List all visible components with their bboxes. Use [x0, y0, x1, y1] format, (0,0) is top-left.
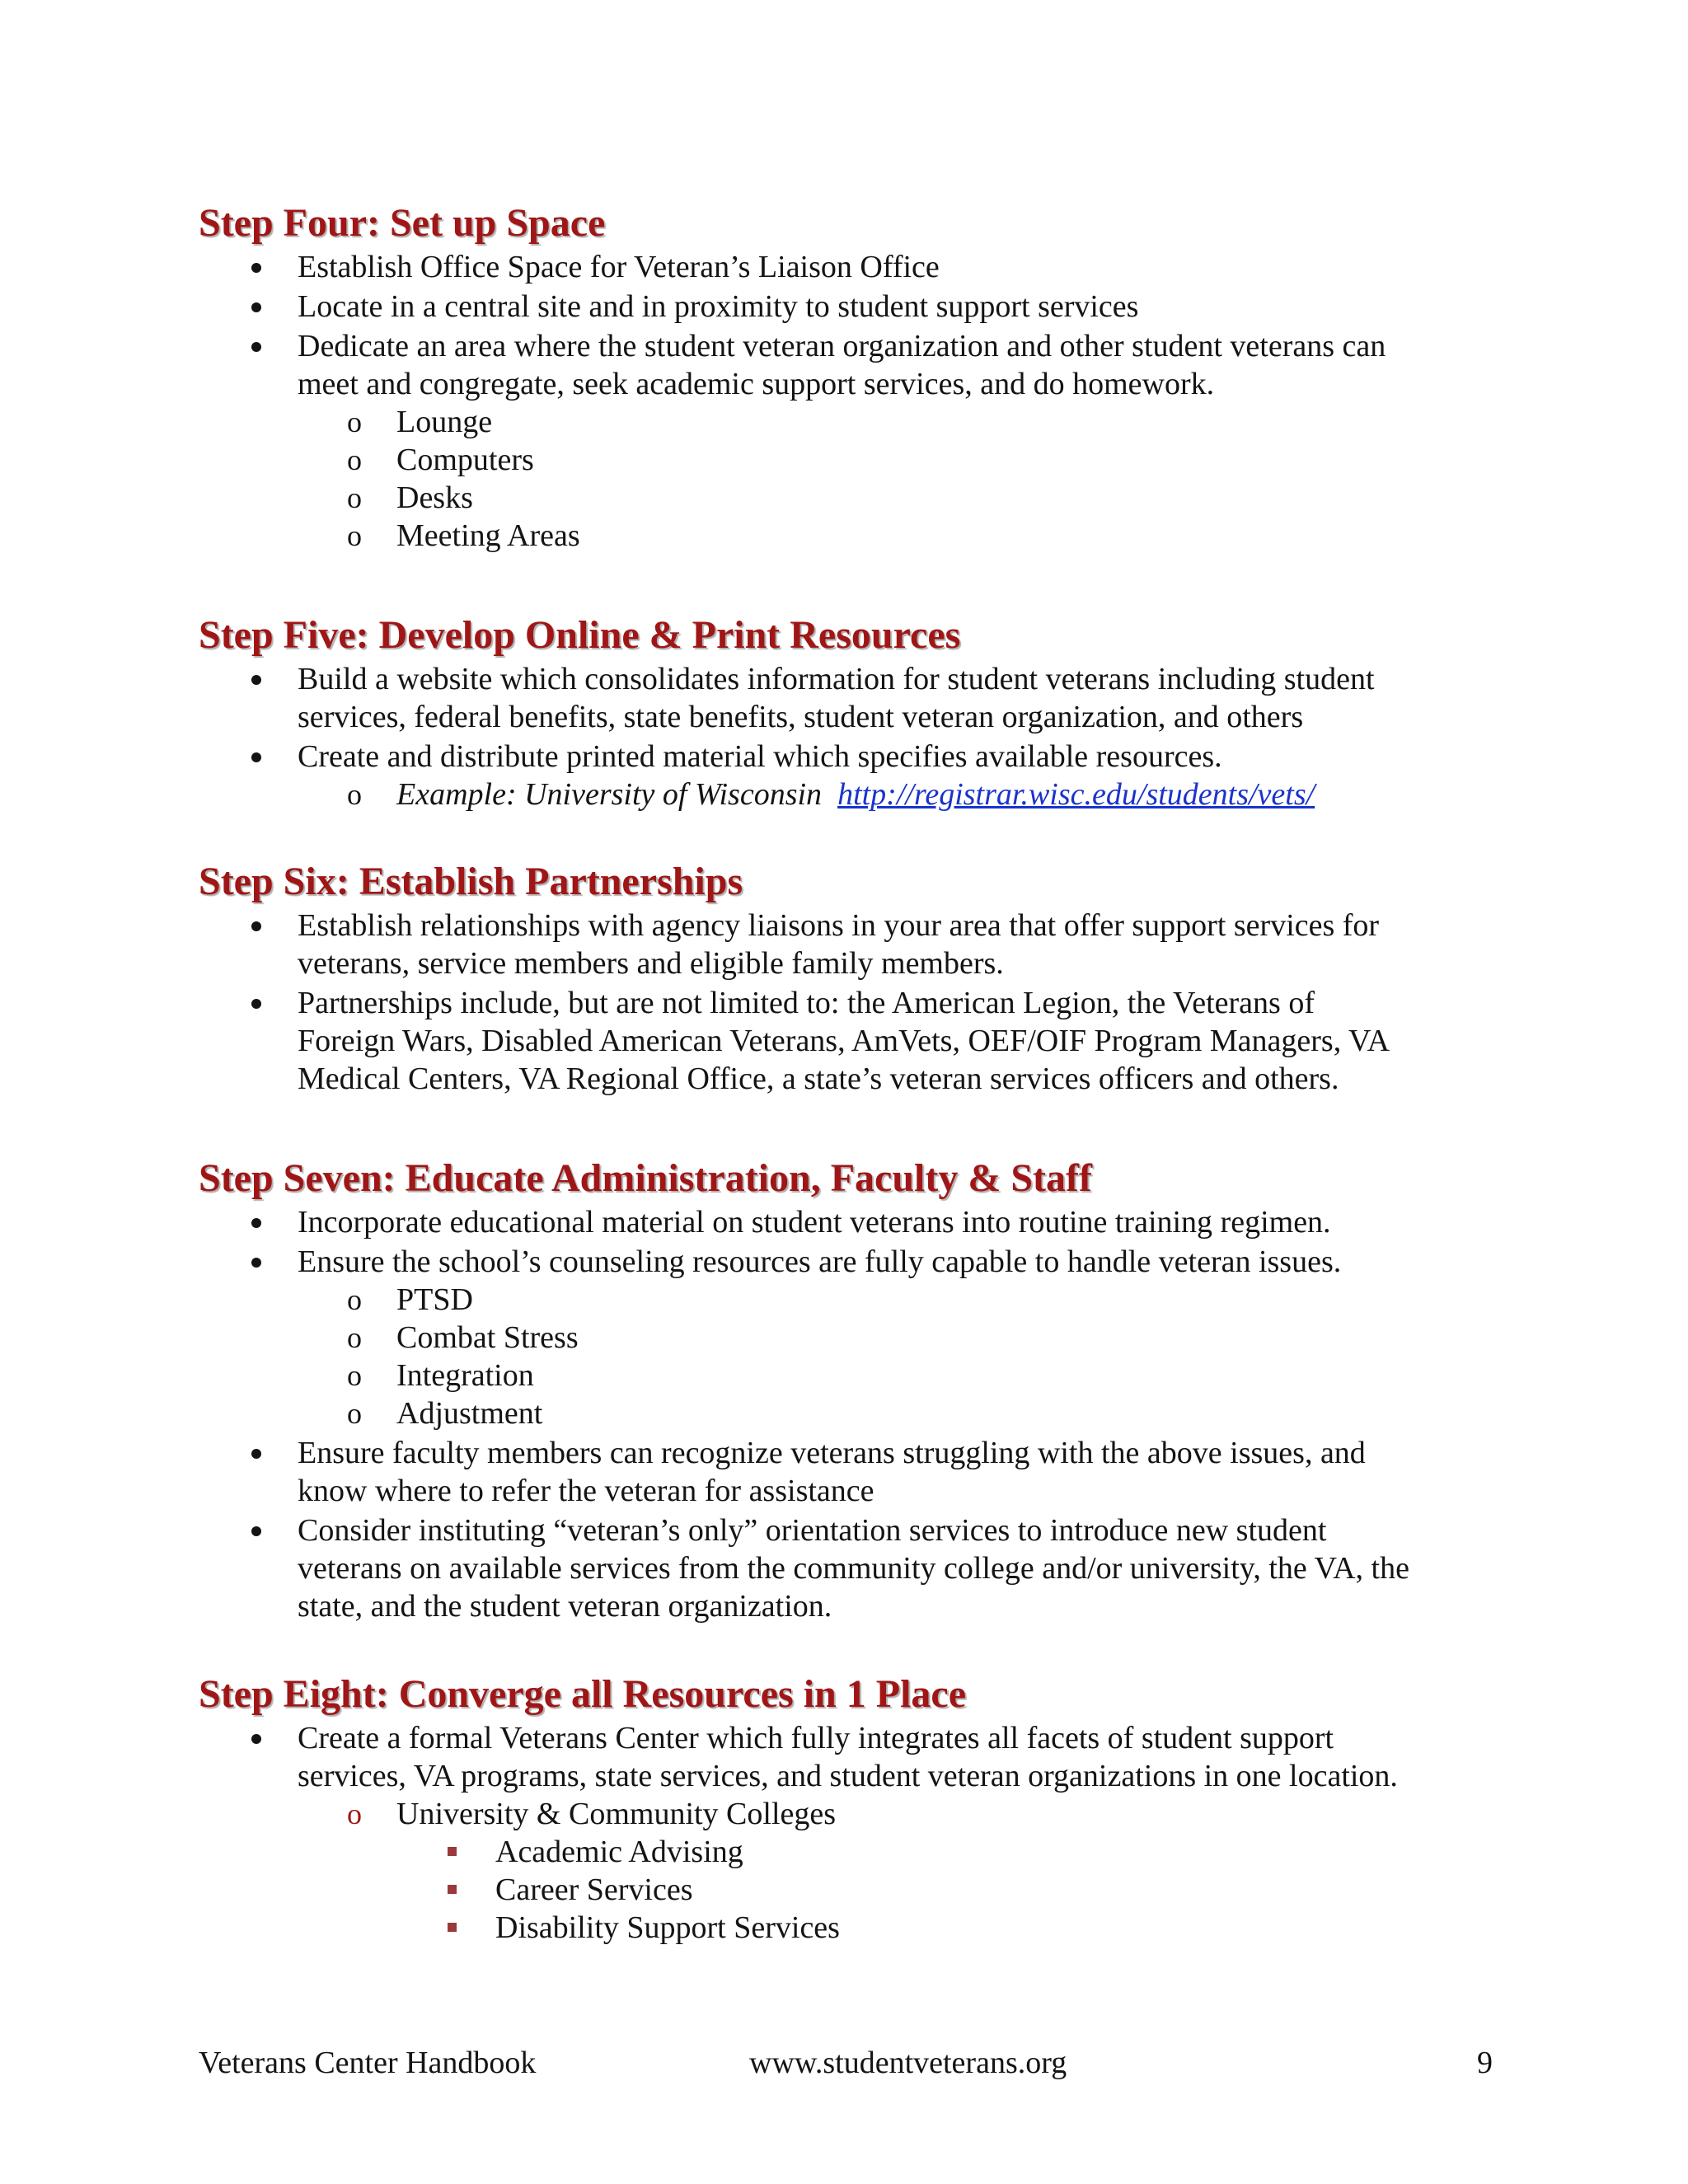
- bullet-list: [199, 660, 1517, 776]
- section-heading: Step Eight: Converge all Resources in 1 Place: [199, 1672, 967, 1716]
- bullet-icon: [251, 1218, 261, 1228]
- bullet-icon: [251, 263, 261, 273]
- list-item: Partnerships include, but are not limited to: the American Legion, the Veterans of Foreign Wars, Disabled American Veterans, AmVets, OEF/OIF Program Managers, VA Medical Centers, VA Regional Office, a state’s veteran services officers and others.: [199, 984, 1517, 1098]
- sub-list-item: o Adjustment: [347, 1396, 543, 1431]
- sub-list-item: o PTSD: [347, 1282, 473, 1317]
- bullet-icon: [251, 342, 261, 352]
- bullet-list: [199, 1203, 1517, 1281]
- list-item: Establish relationships with agency liaisons in your area that offer support services for veterans, service members and eligible family members.: [199, 907, 1517, 982]
- circle-bullet-icon: o: [347, 1283, 362, 1316]
- bullet-icon: [251, 675, 261, 685]
- bullet-icon: [251, 921, 261, 931]
- square-bullet-icon: [448, 1923, 457, 1932]
- section-step-five: [199, 612, 1517, 813]
- sub-list: [199, 776, 1517, 813]
- list-item: Incorporate educational material on student veterans into routine training regimen.: [199, 1203, 1517, 1241]
- list-item: Create a formal Veterans Center which fully integrates all facets of student support services, VA programs, state services, and student veteran organizations in one location.: [199, 1719, 1517, 1795]
- list-item: Build a website which consolidates information for student veterans including student services, federal benefits, state benefits, student veteran organization, and others: [199, 660, 1517, 736]
- circle-bullet-icon: o: [347, 778, 362, 811]
- bullet-list: [199, 248, 1517, 403]
- list-item: Ensure faculty members can recognize veterans struggling with the above issues, and know where to refer the veteran for assistance: [199, 1434, 1517, 1510]
- section-step-eight: [199, 1671, 1517, 1947]
- sub-list-item: o Integration: [347, 1358, 534, 1393]
- section-heading: Step Five: Develop Online & Print Resources: [199, 613, 961, 657]
- circle-bullet-icon: o: [347, 1359, 362, 1392]
- sub-sub-list-item: Disability Support Services: [199, 1909, 1517, 1947]
- bullet-icon: [251, 752, 261, 762]
- circle-bullet-icon: o: [347, 519, 362, 552]
- list-item: Ensure the school’s counseling resources are fully capable to handle veteran issues.: [199, 1243, 1517, 1281]
- square-bullet-icon: [448, 1847, 457, 1856]
- section-step-six: [199, 859, 1517, 1098]
- bullet-icon: [251, 1526, 261, 1536]
- sub-list-item: o Combat Stress: [347, 1320, 579, 1355]
- circle-bullet-icon: o: [347, 405, 362, 438]
- list-item: Establish Office Space for Veteran’s Liaison Office: [199, 248, 1517, 286]
- circle-bullet-icon: o: [347, 1797, 362, 1830]
- example-link[interactable]: http://registrar.wisc.edu/students/vets/: [837, 777, 1315, 812]
- sub-list: [199, 403, 1517, 555]
- bullet-list: [199, 1719, 1517, 1795]
- sub-sub-list-item: Academic Advising: [199, 1833, 1517, 1871]
- sub-list-item: o Computers: [347, 443, 534, 477]
- section-heading: Step Seven: Educate Administration, Faculty & Staff: [199, 1156, 1092, 1200]
- circle-bullet-icon: o: [347, 1397, 362, 1430]
- bullet-icon: [251, 999, 261, 1009]
- section-heading: Step Four: Set up Space: [199, 201, 606, 245]
- list-item: Create and distribute printed material which specifies available resources.: [199, 738, 1517, 776]
- sub-sub-list-item: Career Services: [199, 1871, 1517, 1909]
- bullet-icon: [251, 1258, 261, 1268]
- sub-list-item: o Meeting Areas: [347, 518, 580, 553]
- footer-title: Veterans Center Handbook: [199, 2046, 537, 2080]
- section-heading: Step Six: Establish Partnerships: [199, 860, 743, 903]
- section-step-four: [199, 200, 1517, 555]
- bullet-icon: [251, 1734, 261, 1744]
- circle-bullet-icon: o: [347, 443, 362, 476]
- bullet-list: [199, 1434, 1517, 1625]
- circle-bullet-icon: o: [347, 481, 362, 514]
- page-number: 9: [1477, 2046, 1493, 2080]
- list-item: Consider instituting “veteran’s only” orientation services to introduce new student veterans on available services from the community college and/or university, the VA, the state, and the student veteran organization.: [199, 1511, 1517, 1625]
- sub-sub-list: [199, 1833, 1517, 1947]
- sub-list-item: o Desks: [347, 480, 473, 515]
- list-item: Dedicate an area where the student veteran organization and other student veterans can meet and congregate, seek academic support services, and do homework.: [199, 327, 1517, 403]
- footer-website: www.studentveterans.org: [749, 2046, 1067, 2080]
- sub-list: [199, 1795, 1517, 1833]
- bullet-icon: [251, 1449, 261, 1459]
- circle-bullet-icon: o: [347, 1321, 362, 1354]
- sub-list-item: o University & Community Colleges: [347, 1797, 837, 1831]
- square-bullet-icon: [448, 1885, 457, 1894]
- bullet-icon: [251, 302, 261, 312]
- sub-list-item: o Example: University of Wisconsin http://registrar.wisc.edu/students/vets/: [347, 777, 1315, 812]
- bullet-list: [199, 907, 1517, 1098]
- list-item: Locate in a central site and in proximity to student support services: [199, 288, 1517, 326]
- sub-list-item: o Lounge: [347, 405, 493, 439]
- sub-list: [199, 1281, 1517, 1432]
- section-step-seven: [199, 1155, 1517, 1625]
